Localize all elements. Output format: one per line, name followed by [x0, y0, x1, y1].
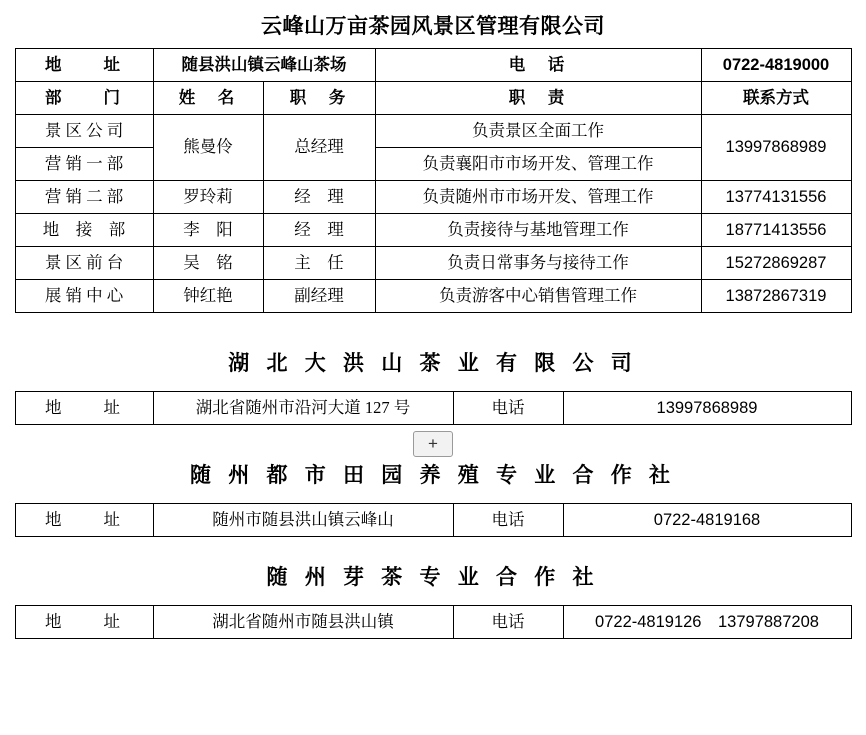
cell-position: 主 任	[263, 247, 375, 280]
cell-phone-label: 电 话	[375, 49, 701, 82]
cell-department: 营 销 一 部	[15, 148, 153, 181]
cell-position: 总经理	[263, 115, 375, 181]
cell-address-label: 地 址	[15, 606, 153, 639]
cell-contact: 13774131556	[701, 181, 851, 214]
document-page	[0, 10, 866, 735]
cell-address-value: 随县洪山镇云峰山茶场	[153, 49, 375, 82]
cell-phone-value: 13997868989	[563, 392, 851, 425]
cell-address-value: 湖北省随州市沿河大道 127 号	[153, 392, 453, 425]
table-row	[15, 280, 851, 313]
section-table-3	[15, 605, 852, 639]
cell-address-value: 湖北省随州市随县洪山镇	[153, 606, 453, 639]
cell-phone-label: 电话	[453, 504, 563, 537]
cell-contact: 13997868989	[701, 115, 851, 181]
add-button[interactable]: +	[413, 431, 453, 457]
header-department: 部 门	[15, 82, 153, 115]
header-contact: 联系方式	[701, 82, 851, 115]
section-table-1	[15, 391, 852, 425]
cell-name: 李 阳	[153, 214, 263, 247]
cell-phone-label: 电话	[453, 392, 563, 425]
table-row	[15, 504, 851, 537]
table-row	[15, 214, 851, 247]
cell-name: 罗玲莉	[153, 181, 263, 214]
cell-duty: 负责景区全面工作	[375, 115, 701, 148]
page-title: 云峰山万亩茶园风景区管理有限公司	[261, 15, 605, 38]
table-row	[15, 115, 851, 148]
cell-position: 副经理	[263, 280, 375, 313]
cell-department: 地 接 部	[15, 214, 153, 247]
cell-phone-value: 0722-4819126 13797887208	[563, 606, 851, 639]
cell-name: 吴 铭	[153, 247, 263, 280]
section-title-2: 随 州 都 市 田 园 养 殖 专 业 合 作 社	[190, 463, 676, 487]
cell-department: 展 销 中 心	[15, 280, 153, 313]
company-contact-table	[15, 48, 852, 313]
header-duty: 职 责	[375, 82, 701, 115]
section-title-1: 湖 北 大 洪 山 茶 业 有 限 公 司	[228, 351, 638, 375]
cell-name: 熊曼伶	[153, 115, 263, 181]
cell-duty: 负责接待与基地管理工作	[375, 214, 701, 247]
cell-address-label: 地 址	[15, 392, 153, 425]
cell-department: 景 区 前 台	[15, 247, 153, 280]
cell-address-value: 随州市随县洪山镇云峰山	[153, 504, 453, 537]
cell-position: 经 理	[263, 181, 375, 214]
table-row	[15, 181, 851, 214]
table-row-header	[15, 82, 851, 115]
table-row	[15, 247, 851, 280]
cell-department: 营 销 二 部	[15, 181, 153, 214]
cell-duty: 负责日常事务与接待工作	[375, 247, 701, 280]
cell-duty: 负责随州市市场开发、管理工作	[375, 181, 701, 214]
cell-phone-value: 0722-4819000	[701, 49, 851, 82]
table-row-address	[15, 49, 851, 82]
cell-duty: 负责襄阳市市场开发、管理工作	[375, 148, 701, 181]
cell-department: 景 区 公 司	[15, 115, 153, 148]
cell-phone-value: 0722-4819168	[563, 504, 851, 537]
cell-name: 钟红艳	[153, 280, 263, 313]
table-row	[15, 606, 851, 639]
cell-contact: 15272869287	[701, 247, 851, 280]
section-title-3: 随 州 芽 茶 专 业 合 作 社	[266, 565, 600, 589]
header-name: 姓 名	[153, 82, 263, 115]
cell-position: 经 理	[263, 214, 375, 247]
cell-contact: 18771413556	[701, 214, 851, 247]
table-row	[15, 392, 851, 425]
header-position: 职 务	[263, 82, 375, 115]
cell-address-label: 地 址	[15, 49, 153, 82]
section-table-2	[15, 503, 852, 537]
cell-address-label: 地 址	[15, 504, 153, 537]
cell-phone-label: 电话	[453, 606, 563, 639]
cell-duty: 负责游客中心销售管理工作	[375, 280, 701, 313]
cell-contact: 13872867319	[701, 280, 851, 313]
